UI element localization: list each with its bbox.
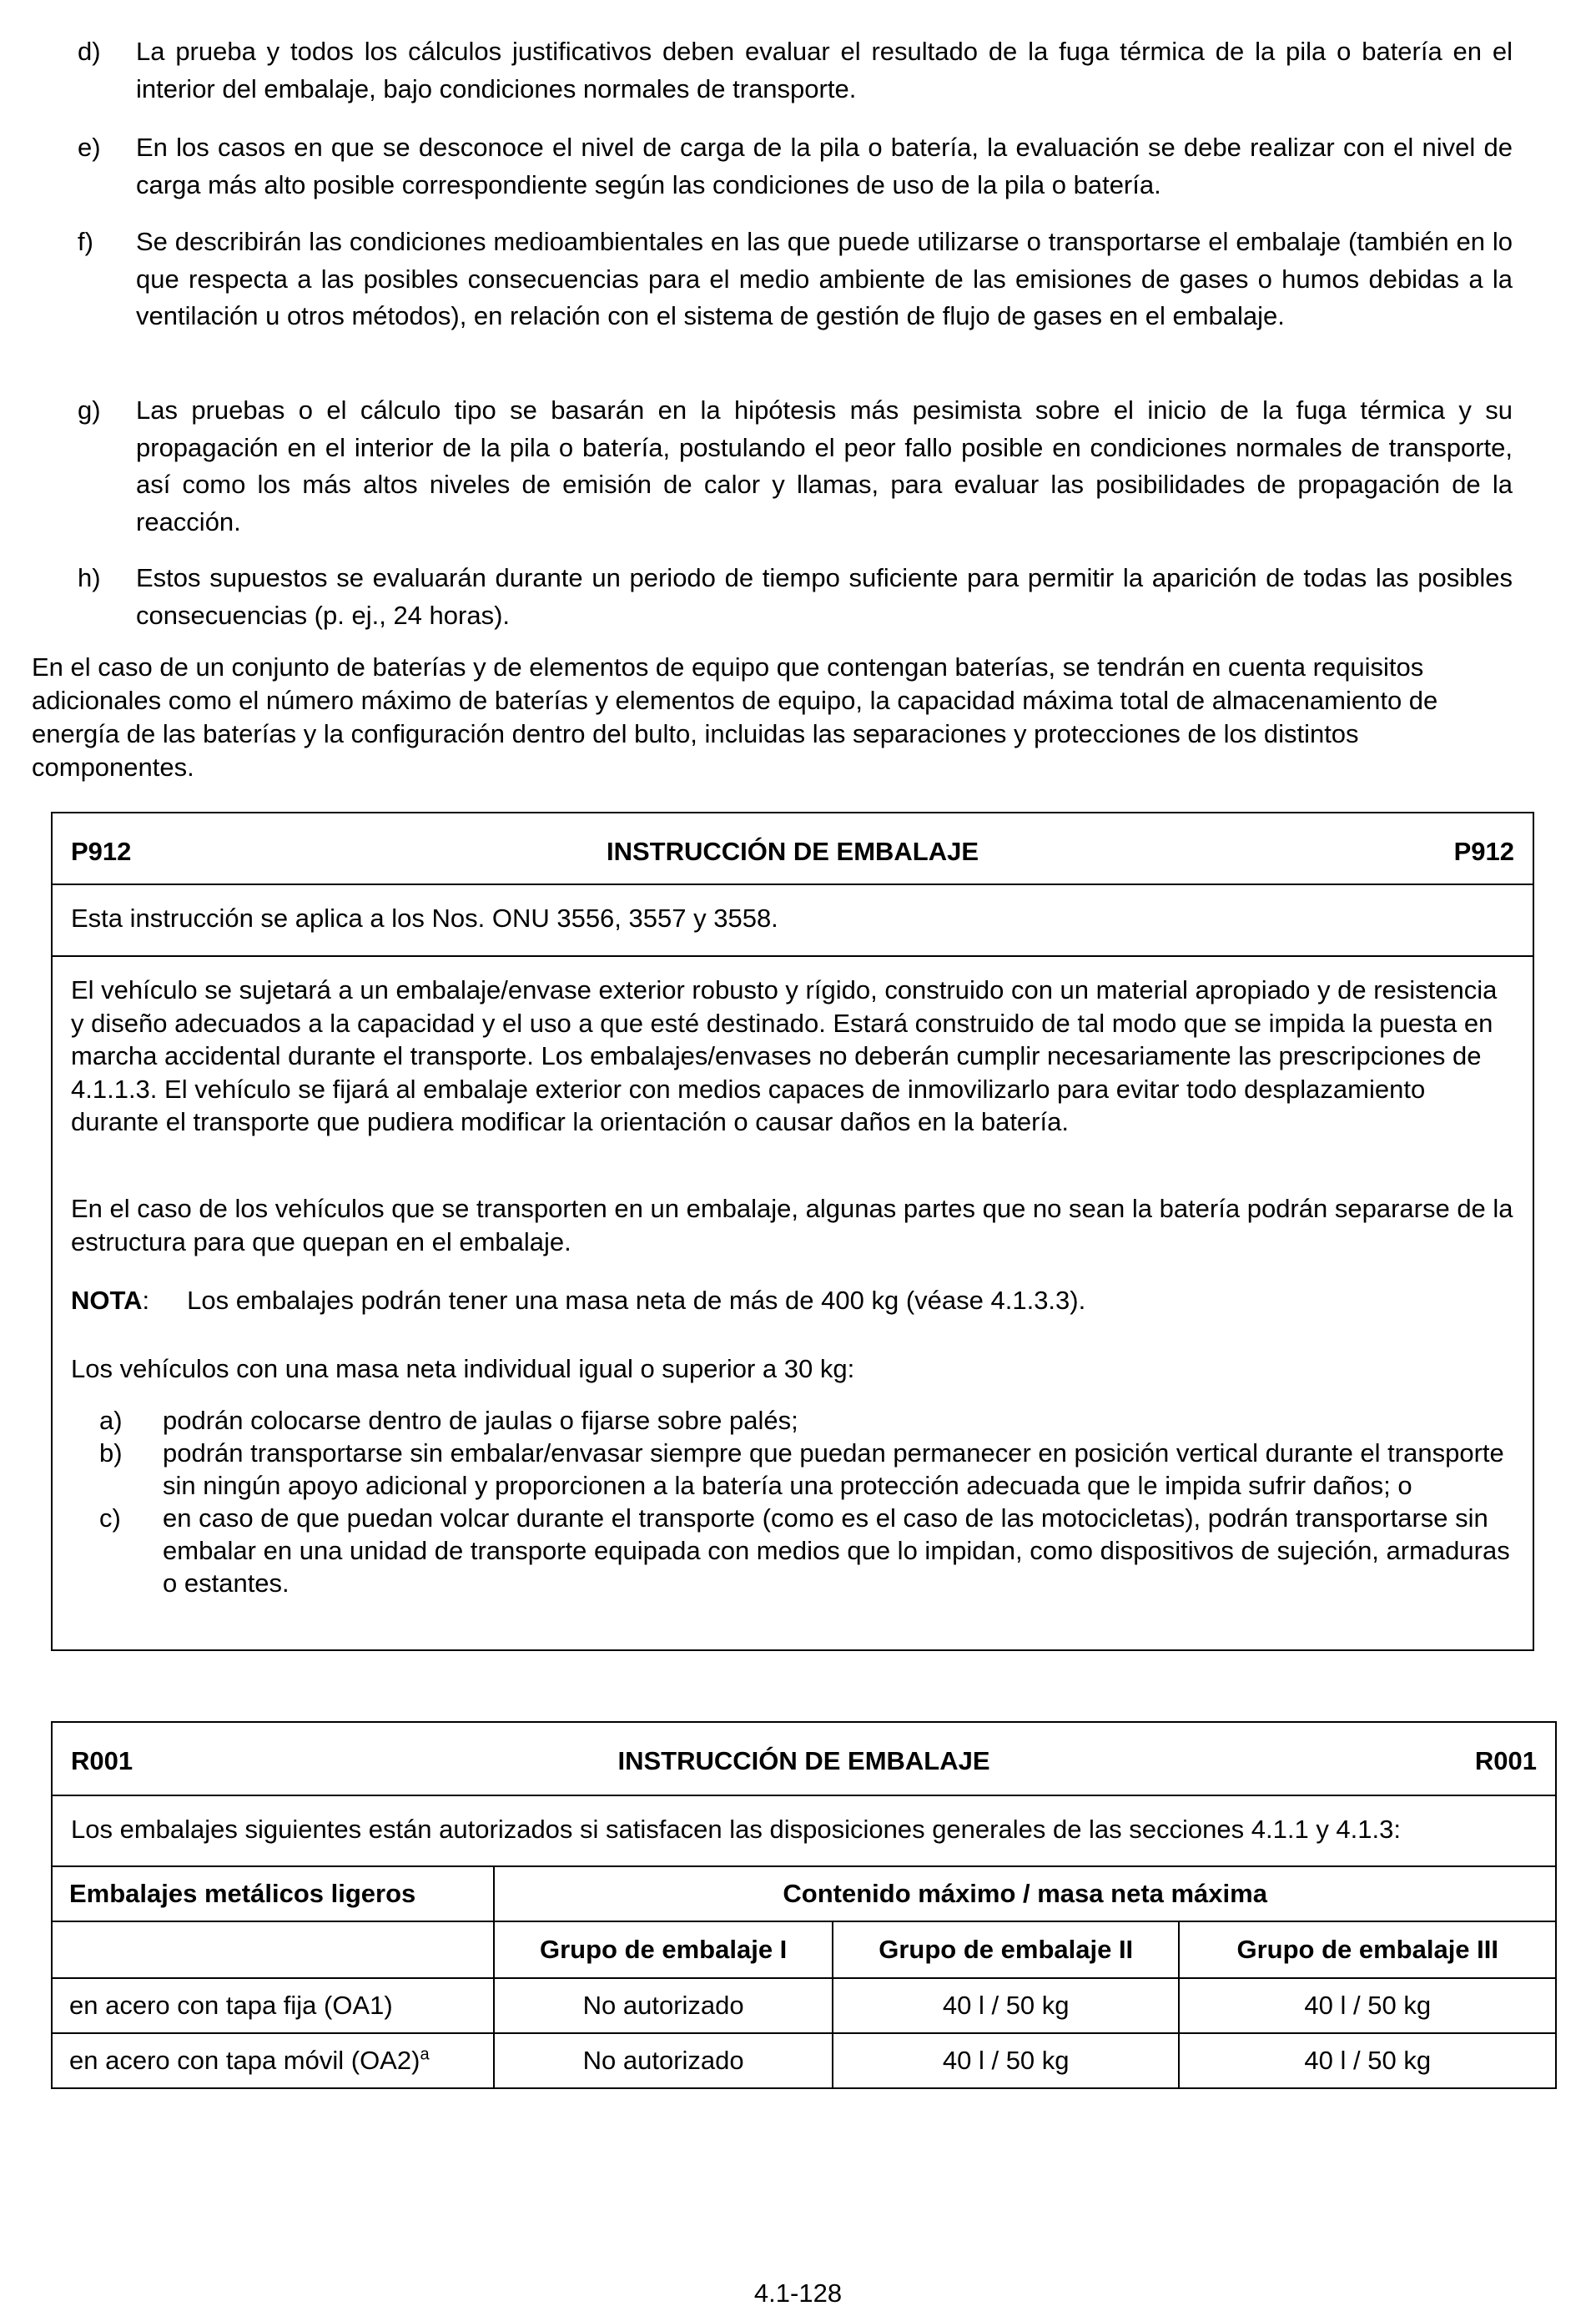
table-header-row: [52, 1866, 1556, 1921]
table-row: [52, 2033, 1556, 2088]
list-item-g: [78, 392, 1513, 541]
table-subheader-row: [52, 1921, 1556, 1978]
group-3-value: 40 l / 50 kg: [1179, 2033, 1556, 2088]
group-1-value: No autorizado: [494, 2033, 833, 2088]
list-label: g): [78, 395, 101, 425]
note-colon: :: [142, 1286, 150, 1315]
list-text: La prueba y todos los cálculos justificativos deben evaluar el resultado de la fuga térmica de la pila o batería en el interior del embalaje, bajo condiciones normales de transporte.: [136, 37, 1513, 103]
note-text: Los embalajes podrán tener una masa neta de más de 400 kg (véase 4.1.3.3).: [187, 1286, 1086, 1315]
p912-header-row: [53, 813, 1533, 884]
note-label: NOTA: [71, 1286, 143, 1315]
group-2-value: 40 l / 50 kg: [833, 2033, 1180, 2088]
sub-label: b): [99, 1438, 123, 1468]
list-label: e): [78, 133, 101, 162]
empty-cell: [52, 1921, 494, 1978]
sub-item-a: [53, 1404, 1514, 1437]
list-text: En los casos en que se desconoce el nivel de carga de la pila o batería, la evaluación se debe realizar con el nivel de carga más alto posible correspondiente según las condiciones de uso de la pila o batería.: [136, 133, 1513, 199]
group-1-value: No autorizado: [494, 1978, 833, 2033]
r001-title: INSTRUCCIÓN DE EMBALAJE: [617, 1746, 990, 1775]
sub-label: a): [99, 1406, 123, 1435]
group-header: Contenido máximo / masa neta máxima: [494, 1866, 1556, 1921]
group-3-value: 40 l / 50 kg: [1179, 1978, 1556, 2033]
list-text: Estos supuestos se evaluarán durante un periodo de tiempo suficiente para permitir la aparición de todas las posibles consecuencias (p. ej., 24 horas).: [136, 563, 1513, 630]
battery-assembly-paragraph: En el caso de un conjunto de baterías y de elementos de equipo que contengan baterías, se tendrán en cuenta requisitos adicionales como el número máximo de baterías y elementos de equipo, la capacidad máxima total de almacenamiento de energía de las baterías y la configuración dentro del bulto, incluidas las separaciones y protecciones de los distintos componentes.: [32, 652, 1438, 782]
r001-instruction-box: [51, 1721, 1557, 1867]
packaging-name-cell: [52, 2033, 494, 2088]
group-3-header: Grupo de embalaje III: [1179, 1921, 1556, 1978]
p912-code-right: P912: [1453, 837, 1514, 866]
sub-text: en caso de que puedan volcar durante el transporte (como es el caso de las motocicletas), podrán transportarse sin embalar en una unidad de transporte equipada con medios que lo impidan, como dispositivos de sujeción, armaduras o estantes.: [163, 1503, 1510, 1598]
r001-code-left: R001: [71, 1746, 133, 1775]
r001-code-right: R001: [1474, 1746, 1537, 1775]
p912-mass-intro: Los vehículos con una masa neta individual igual o superior a 30 kg:: [71, 1354, 855, 1383]
p912-code-left: P912: [71, 837, 132, 866]
group-1-header: Grupo de embalaje I: [494, 1921, 833, 1978]
list-text: Se describirán las condiciones medioambientales en las que puede utilizarse o transportarse el embalaje (también en lo que respecta a las posibles consecuencias para el medio ambiente de las emisiones de gases o humos debidas a la ventilación u otros métodos), en relación con el sistema de gestión de flujo de gases en el embalaje.: [136, 227, 1513, 330]
p912-applies-text: Esta instrucción se aplica a los Nos. ONU 3556, 3557 y 3558.: [71, 904, 778, 933]
list-item-h: [78, 560, 1513, 634]
packaging-name: en acero con tapa fija (OA1): [52, 1978, 494, 2033]
packaging-name: en acero con tapa móvil (OA2): [69, 2045, 420, 2075]
col1-header: Embalajes metálicos ligeros: [52, 1866, 494, 1921]
p912-body-row: [53, 955, 1533, 1649]
list-label: d): [78, 37, 101, 66]
list-label: f): [78, 227, 93, 256]
p912-sub-list: [53, 1404, 1514, 1599]
r001-header-row: [53, 1723, 1555, 1795]
sub-item-c: [53, 1502, 1514, 1599]
page-number: 4.1-128: [753, 2278, 843, 2308]
table-row: [52, 1978, 1556, 2033]
p912-instruction-box: [51, 812, 1534, 1651]
p912-body-2: En el caso de los vehículos que se transporten en un embalaje, algunas partes que no sean la batería podrán separarse de la estructura para que quepan en el embalaje.: [71, 1194, 1513, 1256]
p912-title: INSTRUCCIÓN DE EMBALAJE: [606, 837, 979, 866]
group-2-header: Grupo de embalaje II: [833, 1921, 1180, 1978]
p912-body-1: El vehículo se sujetará a un embalaje/envase exterior robusto y rígido, construido con un material apropiado y de resistencia y diseño adecuados a la capacidad y el uso a que esté destinado. Estará construido de tal modo que se impida la puesta en marcha accidental durante el transporte. Los embalajes/envases no deberán cumplir necesariamente las prescripciones de 4.1.1.3. El vehículo se fijará al embalaje exterior con medios capaces de inmovilizarlo para evitar todo desplazamiento durante el transporte que pudiera modificar la orientación o causar daños en la batería.: [71, 975, 1498, 1136]
group-2-value: 40 l / 50 kg: [833, 1978, 1180, 2033]
p912-applies-row: [53, 884, 1533, 955]
r001-table: [51, 1865, 1557, 2089]
sub-text: podrán colocarse dentro de jaulas o fijarse sobre palés;: [163, 1406, 798, 1435]
list-text: Las pruebas o el cálculo tipo se basarán en la hipótesis más pesimista sobre el inicio de la fuga térmica y su propagación en el interior de la pila o batería, postulando el peor fallo posible en condiciones normales de transporte, así como los más altos niveles de emisión de calor y llamas, para evaluar las posibilidades de propagación de la reacción.: [136, 395, 1513, 536]
list-item-f: [78, 224, 1513, 335]
sub-text: podrán transportarse sin embalar/envasar siempre que puedan permanecer en posición vertical durante el transporte sin ningún apoyo adicional y proporcionen a la batería una protección adecuada que le impida sufrir daños; o: [163, 1438, 1504, 1500]
r001-intro-row: [53, 1795, 1555, 1869]
footnote-marker: a: [420, 2045, 430, 2064]
list-item-e: [78, 129, 1513, 204]
p912-note: [71, 1284, 1514, 1317]
r001-intro-text: Los embalajes siguientes están autorizados si satisfacen las disposiciones generales de las secciones 4.1.1 y 4.1.3:: [71, 1815, 1401, 1844]
sub-label: c): [99, 1503, 121, 1533]
sub-item-b: [53, 1437, 1514, 1502]
list-label: h): [78, 563, 101, 592]
list-item-d: [78, 33, 1513, 108]
